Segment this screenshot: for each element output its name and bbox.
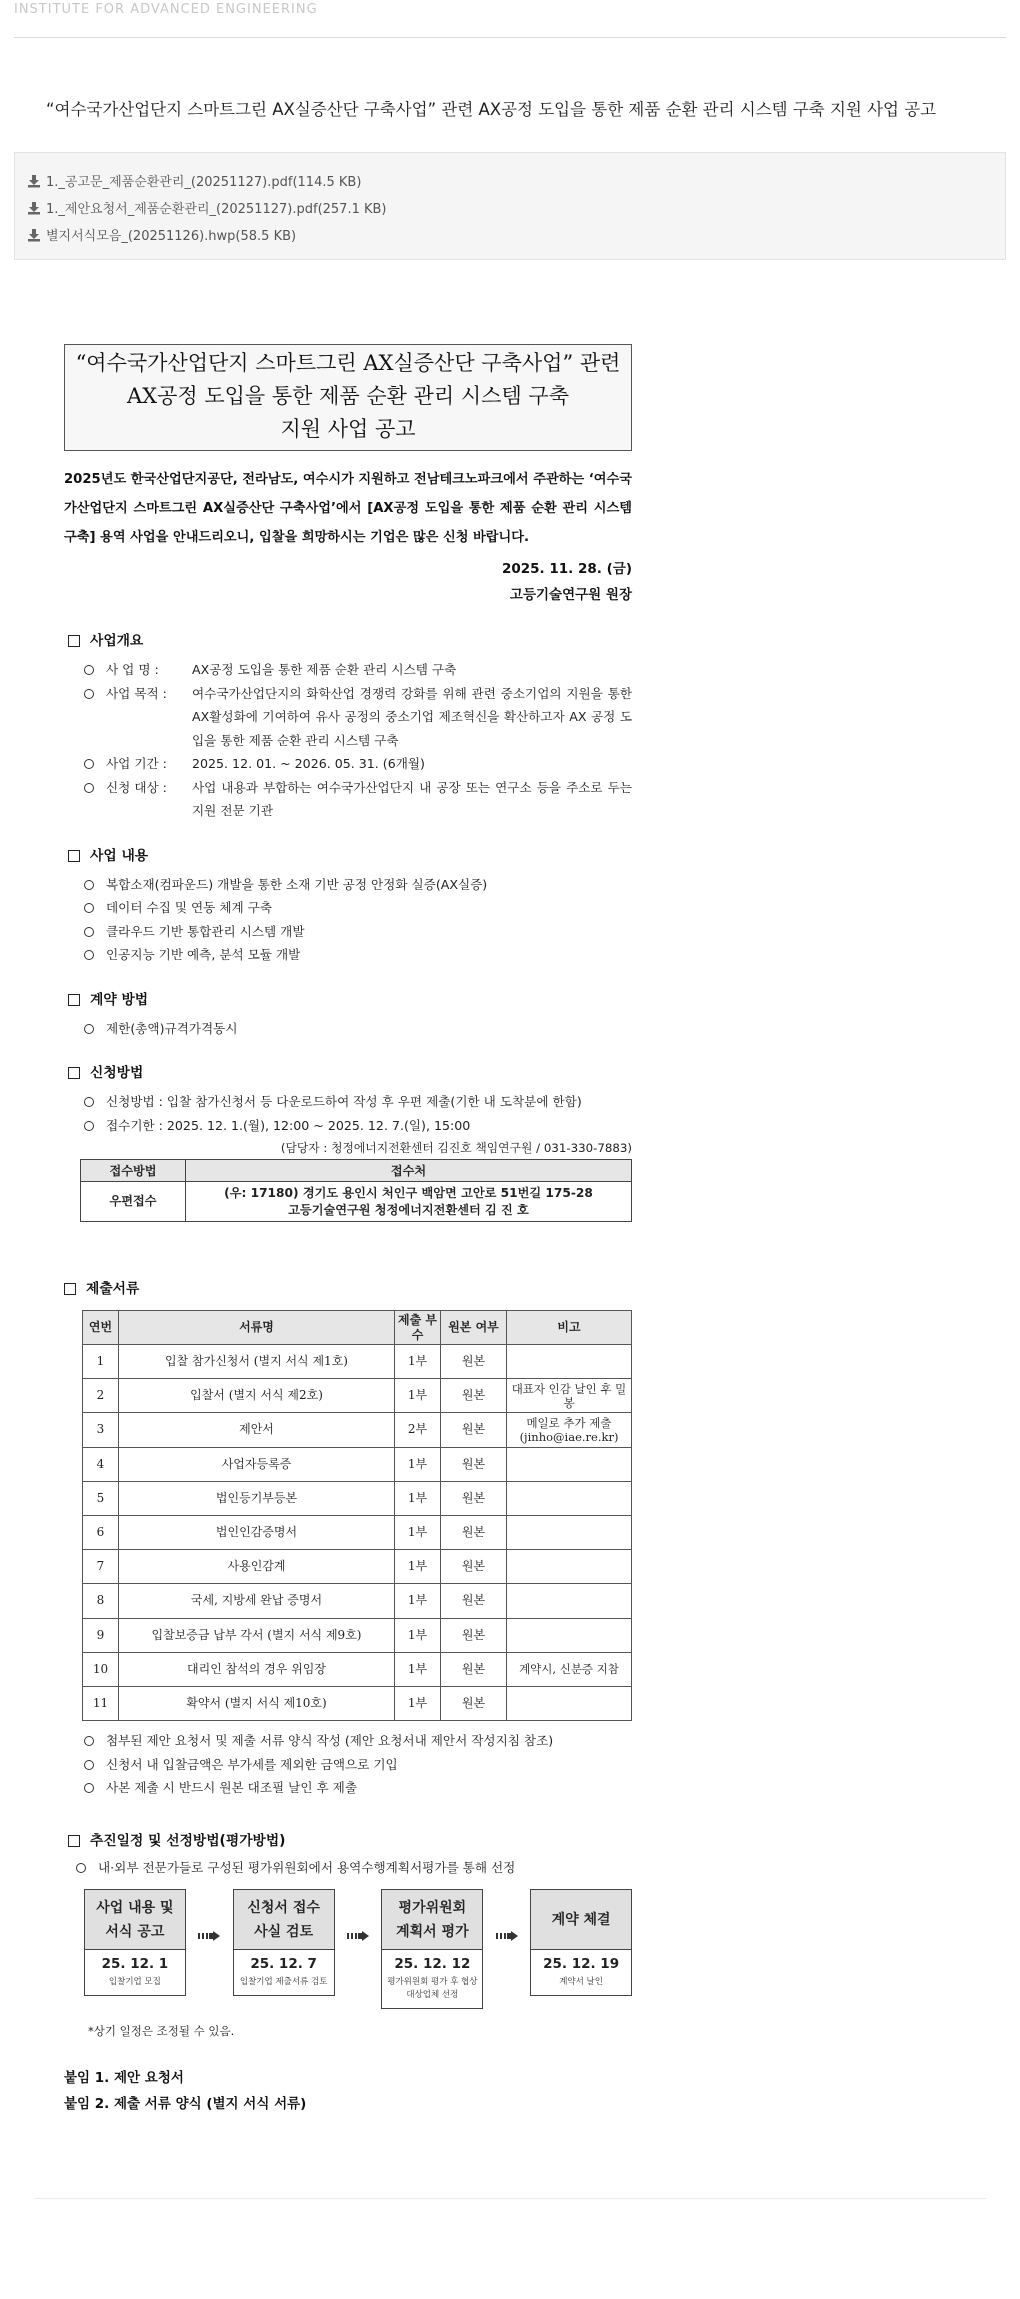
table-header: 접수처 bbox=[186, 1160, 632, 1182]
table-cell-note bbox=[507, 1686, 632, 1720]
attachment-note: 붙임 1. 제안 요청서 bbox=[64, 2070, 184, 2087]
content-item: 데이터 수집 및 연동 체계 구축 bbox=[84, 896, 632, 920]
table-cell-orig: 원본 bbox=[441, 1413, 507, 1447]
table-cell-name: 법인등기부등본 bbox=[119, 1481, 395, 1515]
circle-bullet-icon bbox=[84, 1097, 94, 1107]
table-cell-count: 1부 bbox=[395, 1652, 441, 1686]
schedule-step: 신청서 접수 사실 검토 25. 12. 7 입찰기업 제출서류 검토 bbox=[233, 1889, 335, 1996]
table-cell-orig: 원본 bbox=[441, 1652, 507, 1686]
section-content-heading: 사업 내용 bbox=[64, 845, 632, 867]
table-cell-orig: 원본 bbox=[441, 1550, 507, 1584]
table-header: 비고 bbox=[507, 1311, 632, 1345]
table-header: 제출 부수 bbox=[395, 1311, 441, 1345]
section-apply-heading: 신청방법 bbox=[64, 1062, 632, 1084]
attachment-item[interactable] bbox=[27, 221, 1005, 248]
table-cell-no: 4 bbox=[83, 1447, 119, 1481]
table-header: 연번 bbox=[83, 1311, 119, 1345]
table-cell-orig: 원본 bbox=[441, 1481, 507, 1515]
overview-item: 사 업 명 : AX공정 도입을 통한 제품 순환 관리 시스템 구축 bbox=[84, 658, 632, 682]
table-cell-name: 법인인감증명서 bbox=[119, 1515, 395, 1549]
notice-title-line: AX공정 도입을 통한 제품 순환 관리 시스템 구축 bbox=[127, 384, 569, 408]
notice-title-box bbox=[64, 344, 632, 451]
brand-name: INSTITUTE FOR ADVANCED ENGINEERING bbox=[14, 2, 318, 17]
notice-date: 2025. 11. 28. (금) bbox=[501, 561, 632, 577]
overview-item: 사업 기간 : 2025. 12. 01. ~ 2026. 05. 31. (6개월) bbox=[84, 752, 632, 776]
table-cell-note: 계약시, 신분증 지참 bbox=[507, 1652, 632, 1686]
table-header: 서류명 bbox=[119, 1311, 395, 1345]
circle-bullet-icon bbox=[84, 665, 94, 675]
circle-bullet-icon bbox=[84, 759, 94, 769]
section-schedule-heading: 추진일정 및 선정방법(평가방법) bbox=[64, 1830, 632, 1852]
table-cell-orig: 원본 bbox=[441, 1447, 507, 1481]
flow-arrow-icon bbox=[335, 1931, 382, 1941]
table-row bbox=[83, 1413, 632, 1447]
table-cell-note: 대표자 인감 날인 후 밀봉 bbox=[507, 1379, 632, 1413]
notice-signatory: 고등기술연구원 원장 bbox=[509, 587, 632, 603]
circle-bullet-icon bbox=[84, 1121, 94, 1131]
contract-item: 제한(총액)규격가격동시 bbox=[84, 1017, 632, 1041]
circle-bullet-icon bbox=[84, 903, 94, 913]
circle-bullet-icon bbox=[84, 1024, 94, 1034]
square-bullet-icon bbox=[68, 994, 80, 1006]
table-cell-no: 11 bbox=[83, 1686, 119, 1720]
docs-note: 첨부된 제안 요청서 및 제출 서류 양식 작성 (제안 요청서내 제안서 작성지침 참조) bbox=[84, 1729, 632, 1753]
table-cell-count: 1부 bbox=[395, 1618, 441, 1652]
table-cell-orig: 원본 bbox=[441, 1379, 507, 1413]
table-row bbox=[83, 1379, 632, 1413]
content-item: 인공지능 기반 예측, 분석 모듈 개발 bbox=[84, 943, 632, 967]
apply-item: 신청방법 : 입찰 참가신청서 등 다운로드하여 작성 후 우편 제출(기한 내 도착분에 한함) bbox=[84, 1090, 632, 1114]
table-row bbox=[83, 1345, 632, 1379]
notice-title-line: 지원 사업 공고 bbox=[280, 417, 416, 441]
overview-item: 사업 목적 : 여수국가산업단지의 화학산업 경쟁력 강화를 위해 관련 중소기업의 지원을 통한 AX활성화에 기여하여 유사 공정의 중소기업 제조혁신을 확산하고자 AX 공정 도입을 통한 제품 순환 관리 시스템 구축 bbox=[84, 682, 632, 753]
table-cell-name: 입찰서 (별지 서식 제2호) bbox=[119, 1379, 395, 1413]
table-row bbox=[83, 1652, 632, 1686]
table-cell-count: 1부 bbox=[395, 1379, 441, 1413]
attachment-link[interactable]: 1._제안요청서_제품순환관리_(20251127).pdf(257.1 KB) bbox=[46, 202, 387, 217]
table-header: 접수방법 bbox=[81, 1160, 186, 1182]
circle-bullet-icon bbox=[84, 783, 94, 793]
table-cell-count: 1부 bbox=[395, 1686, 441, 1720]
circle-bullet-icon bbox=[84, 689, 94, 699]
table-cell-count: 1부 bbox=[395, 1515, 441, 1549]
table-row bbox=[83, 1447, 632, 1481]
table-cell-count: 1부 bbox=[395, 1481, 441, 1515]
table-cell-name: 국세, 지방세 완납 증명서 bbox=[119, 1584, 395, 1618]
circle-bullet-icon bbox=[84, 1783, 94, 1793]
section-overview-heading: 사업개요 bbox=[64, 630, 632, 652]
table-cell-note bbox=[507, 1345, 632, 1379]
attachment-link[interactable]: 1._공고문_제품순환관리_(20251127).pdf(114.5 KB) bbox=[46, 175, 362, 190]
flow-arrow-icon bbox=[186, 1931, 233, 1941]
table-cell-no: 9 bbox=[83, 1618, 119, 1652]
table-header: 원본 여부 bbox=[441, 1311, 507, 1345]
table-cell-name: 입찰 참가신청서 (별지 서식 제1호) bbox=[119, 1345, 395, 1379]
receipt-table bbox=[80, 1159, 632, 1222]
circle-bullet-icon bbox=[76, 1863, 86, 1873]
schedule-step: 평가위원회 계획서 평가 25. 12. 12 평가위원회 평가 후 협상 대상업체 선정 bbox=[381, 1889, 483, 2009]
square-bullet-icon bbox=[68, 1835, 80, 1847]
table-cell-note bbox=[507, 1515, 632, 1549]
receipt-method: 우편접수 bbox=[81, 1182, 186, 1222]
download-icon bbox=[27, 228, 42, 242]
table-cell-orig: 원본 bbox=[441, 1618, 507, 1652]
content-item: 복합소재(컴파운드) 개발을 통한 소재 기반 공정 안정화 실증(AX실증) bbox=[84, 873, 632, 897]
table-cell-note bbox=[507, 1550, 632, 1584]
receipt-address: (우: 17180) 경기도 용인시 처인구 백암면 고안로 51번길 175-28 고등기술연구원 청정에너지전환센터 김 진 호 bbox=[186, 1182, 632, 1222]
square-bullet-icon bbox=[64, 1283, 76, 1295]
table-cell-no: 8 bbox=[83, 1584, 119, 1618]
post-title: “여수국가산업단지 스마트그린 AX실증산단 구축사업” 관련 AX공정 도입을 통한 제품 순환 관리 시스템 구축 지원 사업 공고 bbox=[46, 100, 937, 119]
table-row bbox=[83, 1618, 632, 1652]
table-cell-name: 사용인감계 bbox=[119, 1550, 395, 1584]
table-cell-note bbox=[507, 1584, 632, 1618]
attachment-item[interactable] bbox=[27, 167, 1005, 194]
schedule-step: 사업 내용 및 서식 공고 25. 12. 1 입찰기업 모집 bbox=[84, 1889, 186, 1996]
attachment-link[interactable]: 별지서식모음_(20251126).hwp(58.5 KB) bbox=[46, 229, 297, 244]
table-cell-no: 7 bbox=[83, 1550, 119, 1584]
table-cell-name: 대리인 참석의 경우 위임장 bbox=[119, 1652, 395, 1686]
attachment-note: 붙임 2. 제출 서류 양식 (별지 서식 서류) bbox=[64, 2096, 307, 2113]
circle-bullet-icon bbox=[84, 1736, 94, 1746]
table-cell-count: 1부 bbox=[395, 1584, 441, 1618]
docs-note: 신청서 내 입찰금액은 부가세를 제외한 금액으로 기입 bbox=[84, 1753, 632, 1777]
download-icon bbox=[27, 174, 42, 188]
contact-info: (담당자 : 청정에너지전환센터 김진호 책임연구원 / 031-330-7883) bbox=[280, 1141, 632, 1155]
schedule-footnote: *상기 일정은 조정될 수 있음. bbox=[88, 2024, 235, 2039]
footer-divider bbox=[34, 2198, 986, 2199]
schedule-step: 계약 체결 25. 12. 19 계약서 날인 bbox=[530, 1889, 632, 1996]
square-bullet-icon bbox=[68, 1067, 80, 1079]
table-cell-note bbox=[507, 1481, 632, 1515]
table-cell-count: 1부 bbox=[395, 1345, 441, 1379]
table-cell-name: 확약서 (별지 서식 제10호) bbox=[119, 1686, 395, 1720]
section-docs-heading: 제출서류 bbox=[60, 1278, 632, 1300]
table-cell-no: 10 bbox=[83, 1652, 119, 1686]
table-row bbox=[83, 1481, 632, 1515]
table-cell-orig: 원본 bbox=[441, 1515, 507, 1549]
table-cell-orig: 원본 bbox=[441, 1345, 507, 1379]
section-contract-heading: 계약 방법 bbox=[64, 989, 632, 1011]
attachment-list bbox=[14, 152, 1006, 260]
documents-table bbox=[82, 1310, 632, 1721]
schedule-flow bbox=[84, 1889, 632, 2009]
circle-bullet-icon bbox=[84, 927, 94, 937]
table-row bbox=[83, 1515, 632, 1549]
table-cell-no: 1 bbox=[83, 1345, 119, 1379]
table-row bbox=[83, 1584, 632, 1618]
table-cell-name: 입찰보증금 납부 각서 (별지 서식 제9호) bbox=[119, 1618, 395, 1652]
table-cell-orig: 원본 bbox=[441, 1686, 507, 1720]
table-row bbox=[83, 1550, 632, 1584]
table-cell-orig: 원본 bbox=[441, 1584, 507, 1618]
square-bullet-icon bbox=[68, 635, 80, 647]
download-icon bbox=[27, 201, 42, 215]
table-cell-note bbox=[507, 1618, 632, 1652]
table-cell-count: 1부 bbox=[395, 1447, 441, 1481]
table-row bbox=[83, 1686, 632, 1720]
table-cell-note bbox=[507, 1447, 632, 1481]
flow-arrow-icon bbox=[483, 1931, 530, 1941]
intro-paragraph: 2025년도 한국산업단지공단, 전라남도, 여수시가 지원하고 전남테크노파크에서 주관하는 ‘여수국가산업단지 스마트그린 AX실증산단 구축사업’에서 [AX공정 도입을 통한 제품 순환 관리 시스템 구축] 용역 사업을 안내드리오니, 입찰을 희망하시는 기업은 많은 신청 바랍니다. bbox=[64, 472, 632, 545]
schedule-desc: 내·외부 전문가들로 구성된 평가위원회에서 용역수행계획서평가를 통해 선정 bbox=[76, 1856, 632, 1880]
table-cell-name: 제안서 bbox=[119, 1413, 395, 1447]
circle-bullet-icon bbox=[84, 880, 94, 890]
notice-title-line: “여수국가산업단지 스마트그린 AX실증산단 구축사업” 관련 bbox=[75, 351, 621, 375]
table-cell-no: 3 bbox=[83, 1413, 119, 1447]
table-cell-name: 사업자등록증 bbox=[119, 1447, 395, 1481]
content-item: 클라우드 기반 통합관리 시스템 개발 bbox=[84, 920, 632, 944]
circle-bullet-icon bbox=[84, 1760, 94, 1770]
apply-item: 접수기한 : 2025. 12. 1.(월), 12:00 ~ 2025. 12. 7.(일), 15:00 bbox=[84, 1114, 632, 1138]
table-cell-no: 5 bbox=[83, 1481, 119, 1515]
table-cell-note: 메일로 추가 제출 (jinho@iae.re.kr) bbox=[507, 1413, 632, 1447]
header-divider bbox=[14, 37, 1006, 38]
table-cell-no: 2 bbox=[83, 1379, 119, 1413]
overview-item: 신청 대상 : 사업 내용과 부합하는 여수국가산업단지 내 공장 또는 연구소 등을 주소로 두는 지원 전문 기관 bbox=[84, 776, 632, 823]
notice-document bbox=[64, 344, 632, 2117]
table-cell-count: 1부 bbox=[395, 1550, 441, 1584]
table-cell-no: 6 bbox=[83, 1515, 119, 1549]
docs-note: 사본 제출 시 반드시 원본 대조필 날인 후 제출 bbox=[84, 1776, 632, 1800]
attachment-item[interactable] bbox=[27, 194, 1005, 221]
circle-bullet-icon bbox=[84, 950, 94, 960]
square-bullet-icon bbox=[68, 850, 80, 862]
table-cell-count: 2부 bbox=[395, 1413, 441, 1447]
